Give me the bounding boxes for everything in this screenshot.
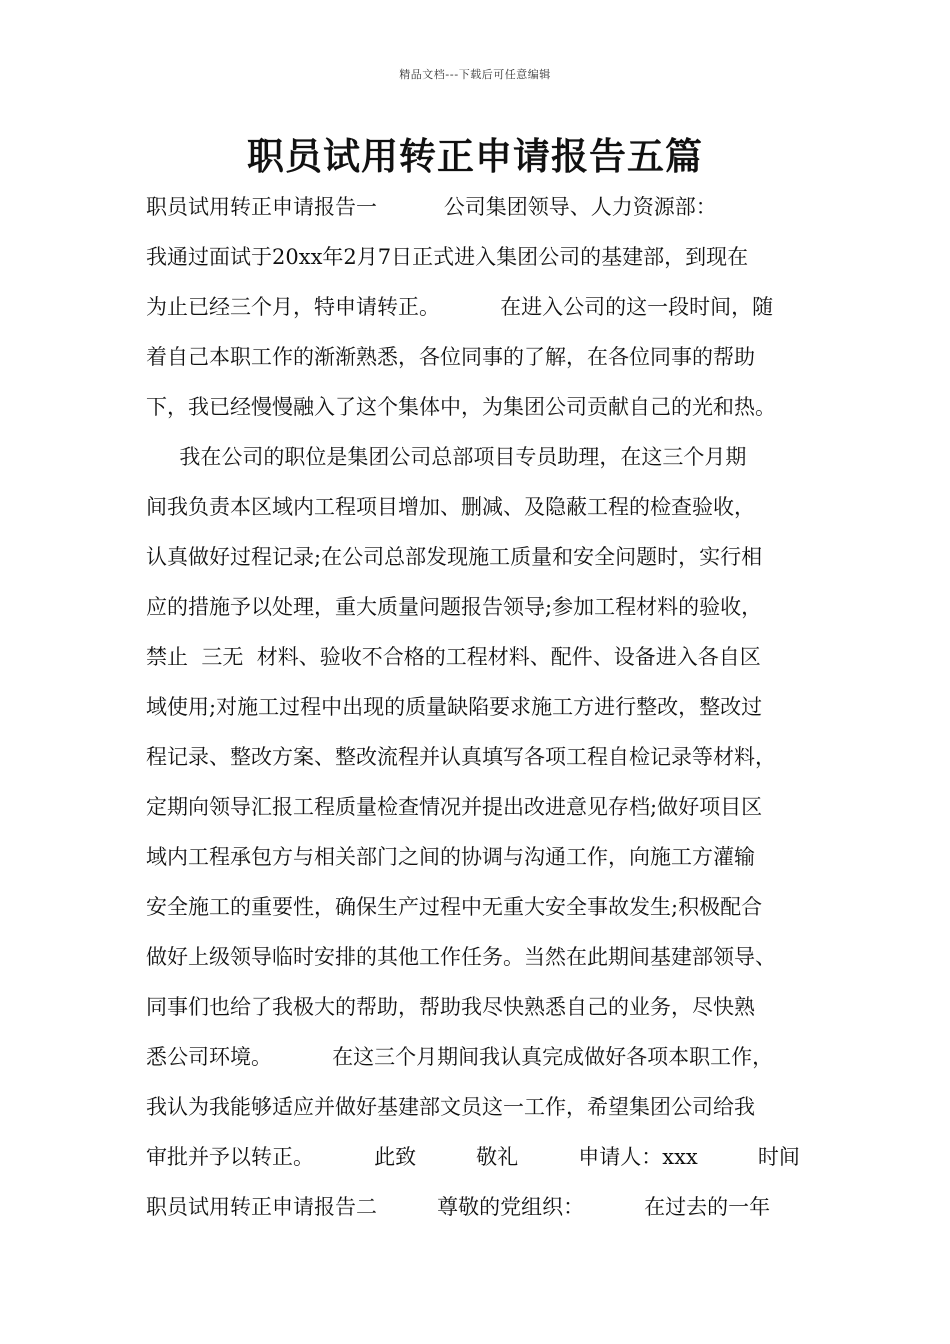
body-line: 下，我已经慢慢融入了这个集体中，为集团公司贡献自己的光和热。 xyxy=(146,395,776,419)
body-line: 安全施工的重要性，确保生产过程中无重大安全事故发生;积极配合 xyxy=(146,895,763,919)
document-body xyxy=(146,182,846,1232)
body-line: 职员试用转正申请报告二 尊敬的党组织： 在过去的一年 xyxy=(146,1195,771,1219)
body-line: 审批并予以转正。 此致 敬礼 申请人：xxx 时间 xyxy=(146,1145,800,1169)
body-line: 域内工程承包方与相关部门之间的协调与沟通工作，向施工方灌输 xyxy=(146,845,755,869)
body-line: 做好上级领导临时安排的其他工作任务。当然在此期间基建部领导、 xyxy=(146,945,776,969)
body-line: 应的措施予以处理，重大质量问题报告领导;参加工程材料的验收， xyxy=(146,595,763,619)
body-line: 着自己本职工作的渐渐熟悉，各位同事的了解，在各位同事的帮助 xyxy=(146,345,755,369)
header-note: 精品文档---下载后可任意编辑 xyxy=(399,68,551,81)
body-line: 禁止 三无 材料、验收不合格的工程材料、配件、设备进入各自区 xyxy=(146,645,761,669)
body-line: 我通过面试于20xx年2月7日正式进入集团公司的基建部，到现在 xyxy=(146,245,749,269)
body-line: 域使用;对施工过程中出现的质量缺陷要求施工方进行整改，整改过 xyxy=(146,695,763,719)
document-title: 职员试用转正申请报告五篇 xyxy=(247,135,703,178)
body-line: 间我负责本区域内工程项目增加、删减、及隐蔽工程的检查验收， xyxy=(146,495,755,519)
body-line: 悉公司环境。 在这三个月期间我认真完成做好各项本职工作， xyxy=(146,1045,774,1069)
body-line: 认真做好过程记录;在公司总部发现施工质量和安全问题时，实行相 xyxy=(146,545,763,569)
body-line: 定期向领导汇报工程质量检查情况并提出改进意见存档;做好项目区 xyxy=(146,795,763,819)
body-line: 职员试用转正申请报告一 公司集团领导、人力资源部： xyxy=(146,195,717,219)
body-line: 程记录、整改方案、整改流程并认真填写各项工程自检记录等材料， xyxy=(146,745,776,769)
body-line: 我在公司的职位是集团公司总部项目专员助理，在这三个月期 xyxy=(146,445,747,469)
body-line: 同事们也给了我极大的帮助，帮助我尽快熟悉自己的业务，尽快熟 xyxy=(146,995,755,1019)
body-line: 我认为我能够适应并做好基建部文员这一工作，希望集团公司给我 xyxy=(146,1095,755,1119)
body-line: 为止已经三个月，特申请转正。 在进入公司的这一段时间，随 xyxy=(146,295,774,319)
